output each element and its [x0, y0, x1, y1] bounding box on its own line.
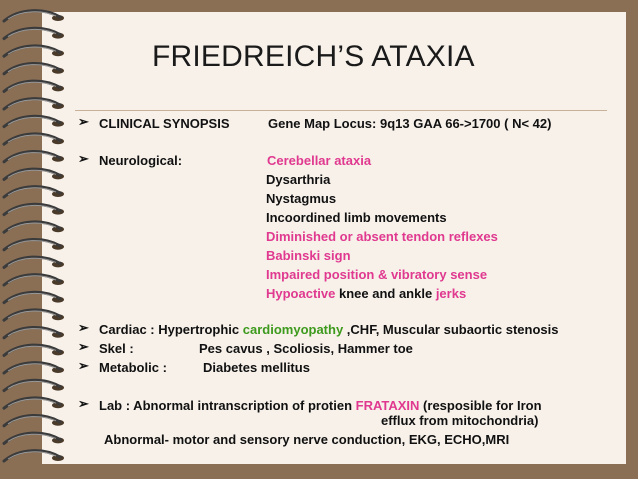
- spiral-ring: [4, 327, 64, 337]
- lab-line: [99, 398, 542, 413]
- clinical-label: CLINICAL SYNOPSIS: [99, 116, 230, 131]
- hypoactive-word: Hypoactive: [266, 286, 336, 301]
- lab-continuation: efflux from mitochondria): [381, 413, 539, 428]
- frataxin-word: FRATAXIN: [355, 398, 420, 413]
- neuro-position-sense: Impaired position & vibratory sense: [266, 267, 488, 282]
- spiral-ring: [4, 11, 64, 21]
- arrow-bullet-icon: ➢: [78, 114, 89, 129]
- spiral-ring: [4, 275, 64, 285]
- neuro-cerebellar: Cerebellar ataxia: [267, 153, 372, 168]
- spiral-ring: [4, 204, 64, 214]
- spiral-ring: [4, 239, 64, 249]
- knee-ankle-text: knee and ankle: [335, 286, 436, 301]
- arrow-bullet-icon: ➢: [78, 320, 89, 335]
- spiral-ring: [4, 63, 64, 73]
- gene-locus: Gene Map Locus: 9q13 GAA 66->1700 ( N< 42): [268, 116, 552, 131]
- spiral-ring: [4, 433, 64, 443]
- metabolic-label: Metabolic :: [99, 360, 167, 375]
- neuro-nystagmus: Nystagmus: [266, 191, 337, 206]
- jerks-word: jerks: [435, 286, 467, 301]
- cardiac-rest: ,CHF, Muscular subaortic stenosis: [343, 322, 559, 337]
- spiral-ring: [4, 292, 64, 302]
- neuro-label: Neurological:: [99, 153, 183, 168]
- spiral-ring: [4, 81, 64, 91]
- cardiomyopathy-word: cardiomyopathy: [242, 322, 344, 337]
- skel-value: Pes cavus , Scoliosis, Hammer toe: [199, 341, 413, 356]
- spiral-ring: [4, 363, 64, 373]
- lab-rest: (resposible for Iron: [419, 398, 542, 413]
- spiral-ring: [4, 345, 64, 355]
- spiral-ring: [4, 46, 64, 56]
- spiral-ring: [4, 451, 64, 461]
- arrow-bullet-icon: ➢: [78, 358, 89, 373]
- spiral-ring: [4, 187, 64, 197]
- arrow-bullet-icon: ➢: [78, 151, 89, 166]
- spiral-ring: [4, 116, 64, 126]
- spiral-ring: [4, 169, 64, 179]
- arrow-bullet-icon: ➢: [78, 339, 89, 354]
- spiral-ring: [4, 151, 64, 161]
- metabolic-value: Diabetes mellitus: [203, 360, 310, 375]
- spiral-binding: [0, 0, 80, 479]
- cardiac-line: [99, 322, 558, 337]
- spiral-ring: [4, 257, 64, 267]
- slide-title: FRIEDREICH’S ATAXIA: [152, 40, 475, 73]
- neuro-incoordination: Incoordined limb movements: [266, 210, 447, 225]
- neuro-babinski: Babinski sign: [266, 248, 351, 263]
- lab-label: Lab : Abnormal intranscription of protien: [99, 398, 356, 413]
- lab-conduction: Abnormal- motor and sensory nerve conduction, EKG, ECHO,MRI: [104, 432, 510, 447]
- arrow-bullet-icon: ➢: [78, 396, 89, 411]
- spiral-ring: [4, 415, 64, 425]
- skel-label: Skel :: [99, 341, 134, 356]
- neuro-dysarthria: Dysarthria: [266, 172, 331, 187]
- spiral-ring: [4, 398, 64, 408]
- cardiac-label: Cardiac : Hypertrophic: [99, 322, 243, 337]
- neuro-hypoactive-jerks: [266, 286, 466, 301]
- spiral-ring: [4, 28, 64, 38]
- neuro-reflexes: Diminished or absent tendon reflexes: [266, 229, 498, 244]
- title-divider: [75, 110, 607, 111]
- spiral-ring: [4, 380, 64, 390]
- spiral-ring: [4, 222, 64, 232]
- spiral-ring: [4, 99, 64, 109]
- spiral-ring: [4, 310, 64, 320]
- spiral-ring: [4, 134, 64, 144]
